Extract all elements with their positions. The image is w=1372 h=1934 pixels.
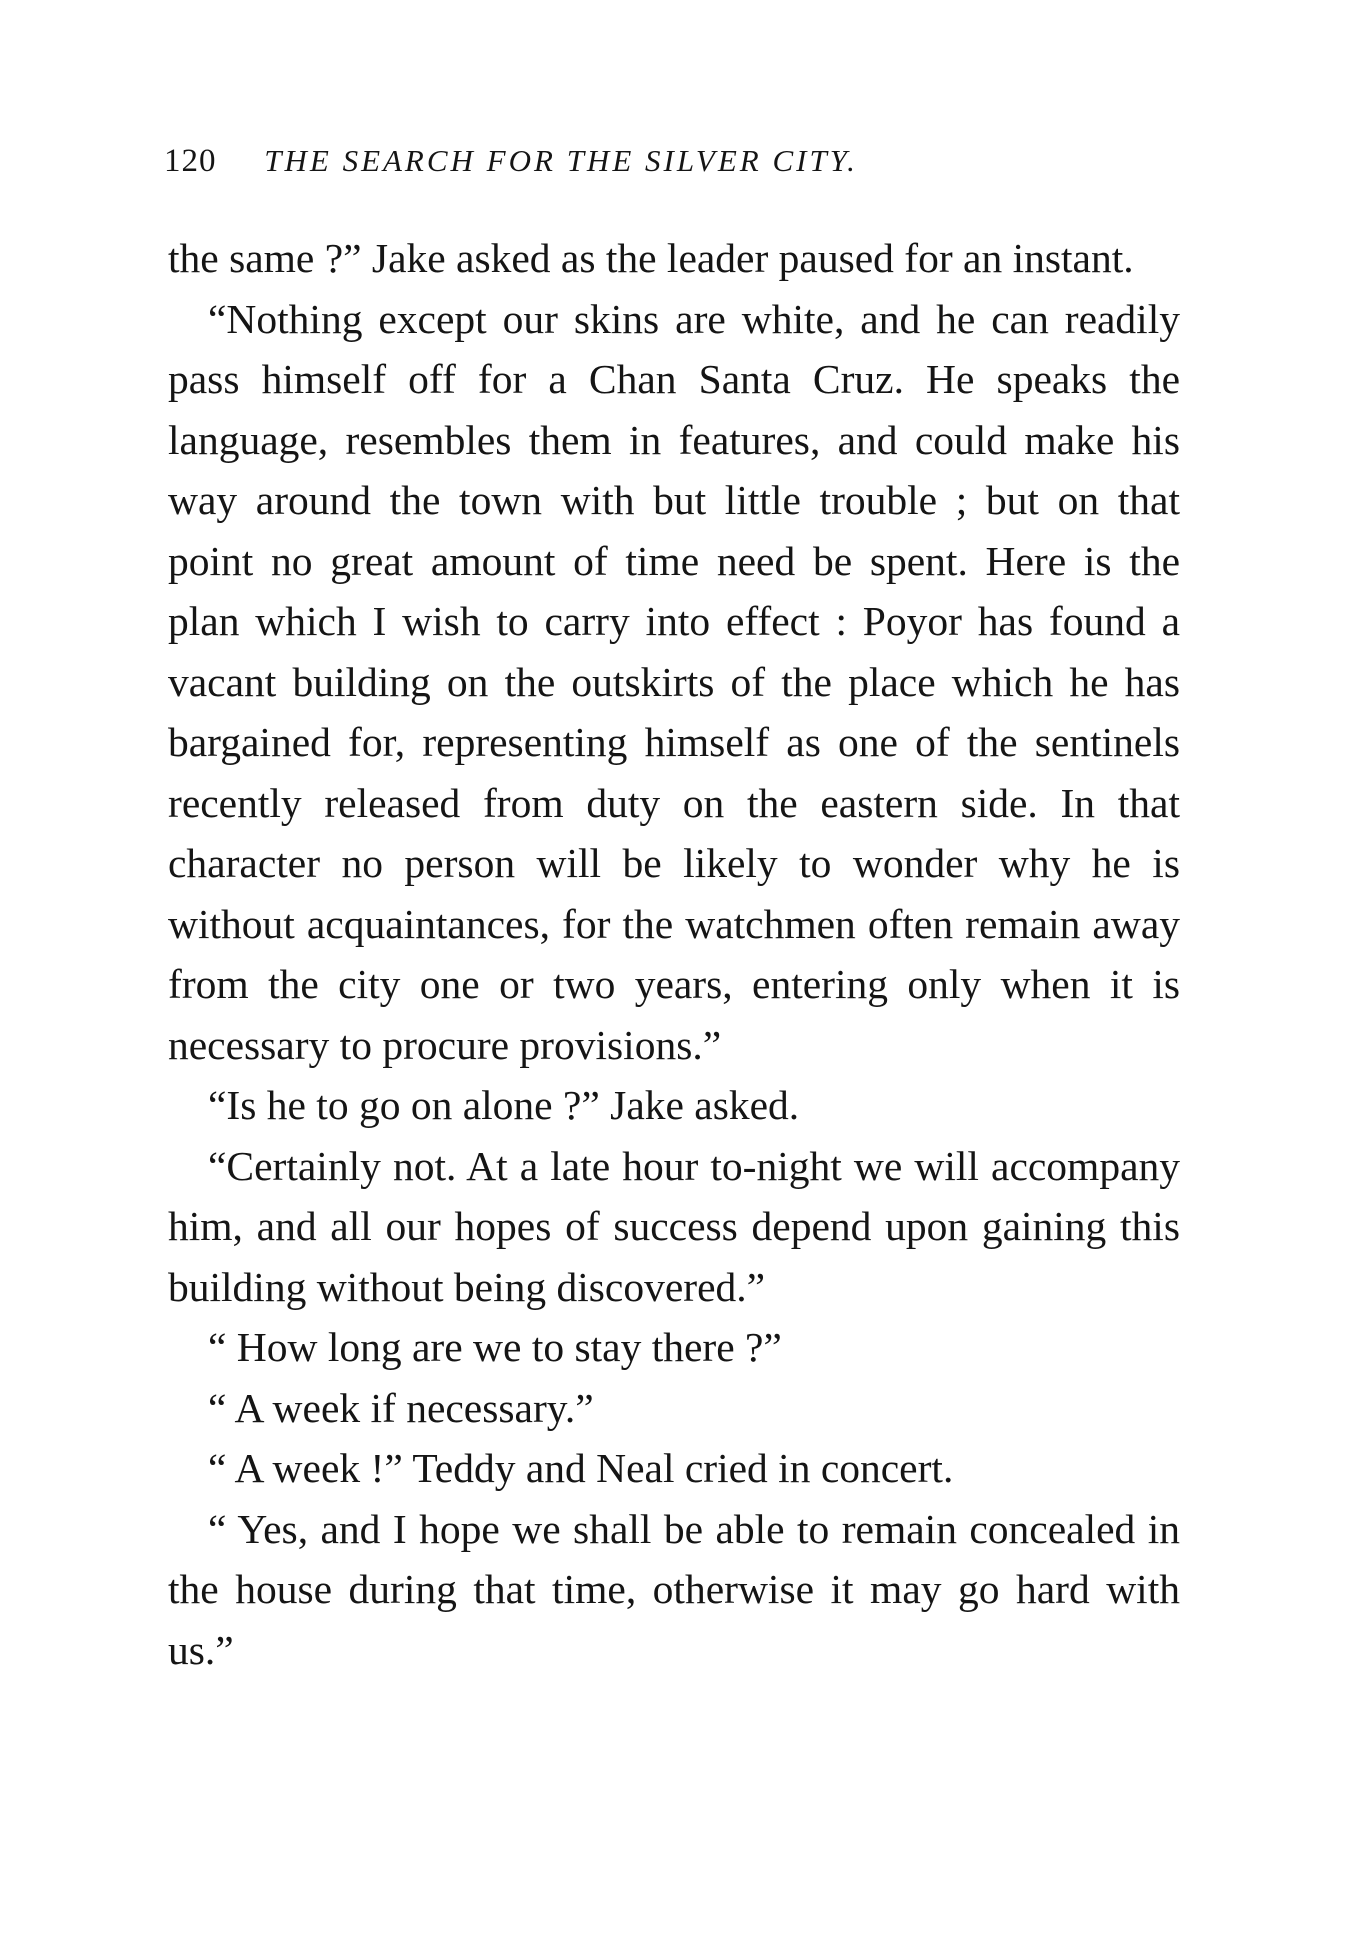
paragraph: “ How long are we to stay there ?”: [208, 1324, 782, 1370]
paragraph: “ A week if necessary.”: [208, 1384, 594, 1431]
body-text: [168, 228, 1180, 1680]
running-title: THE SEARCH FOR THE SILVER CITY.: [264, 143, 858, 178]
paragraph: “Nothing except our skins are white, and he can readily pass himself off for a Chan Santa Cruz. He speaks the language, resembles them in features, and could make his way around the town with but little trouble ; but on that point no great amount of time need be spent. Here is the plan which I wish to carry into effect : Poyor has found a vacant building on the outskirts of the place which he has bargained for, representing himself as one of the sentinels recently released from duty on the eastern side. In that character no person will be likely to wonder why he is without acquaintances, for the watchmen often remain away from the city one or two years, entering only when it is necessary to procure provisions.”: [168, 295, 1180, 1068]
page-header: [164, 136, 1184, 186]
paragraph: “ A week !” Teddy and Neal cried in concert.: [208, 1445, 954, 1491]
paragraph: “Is he to go on alone ?” Jake asked.: [208, 1082, 800, 1128]
paragraph-continued: the same ?” Jake asked as the leader paused for an instant.: [168, 235, 1134, 281]
paragraph: “ Yes, and I hope we shall be able to remain concealed in the house during that time, otherwise it may go hard with us.”: [168, 1505, 1180, 1673]
page-number: 120: [164, 143, 217, 179]
paragraph: “Certainly not. At a late hour to-night we will accompany him, and all our hopes of success depend upon gaining this building without being discovered.”: [168, 1142, 1180, 1310]
